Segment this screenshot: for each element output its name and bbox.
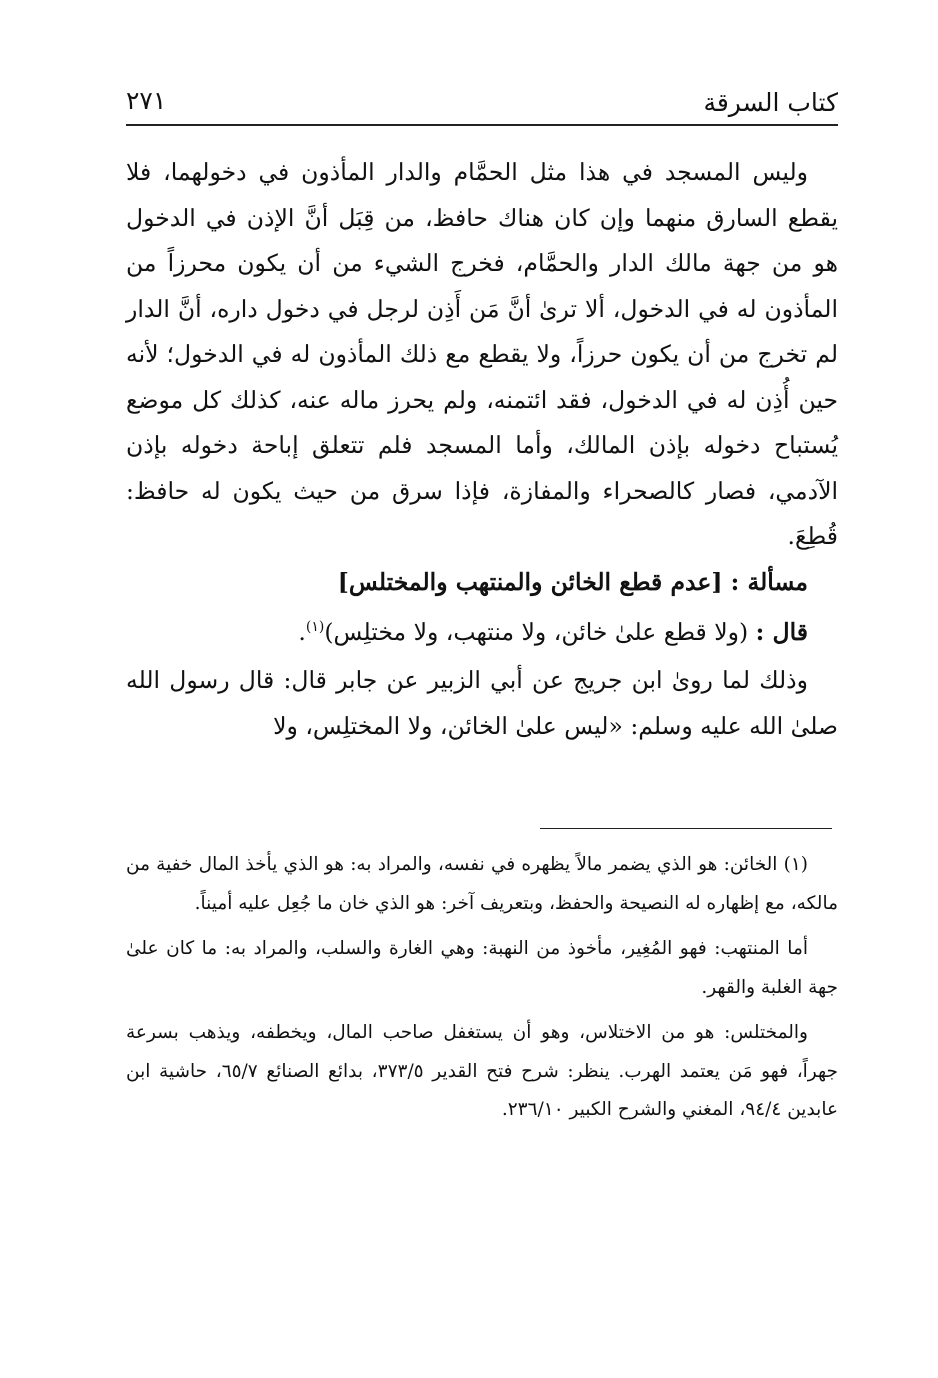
main-text	[126, 150, 838, 749]
page-number: ٢٧١	[126, 86, 167, 115]
footnote-separator	[540, 828, 832, 829]
footnotes	[126, 846, 838, 1137]
footnote-plunderer: أما المنتهب: فهو المُغِير، مأخوذ من النهبة: وهي الغارة والسلب، والمراد به: ما كان علىٰ جهة الغلبة والقهر.	[126, 938, 838, 998]
paragraph-mosque: وليس المسجد في هذا مثل الحمَّام والدار المأذون في دخولهما، فلا يقطع السارق منهما وإن كان هناك حافظ، من قِبَل أنَّ الإذن في الدخول هو من جهة مالك الدار والحمَّام، فخرج الشيء من أن يكون محرزاً من المأذون له في الدخول، ألا ترىٰ أنَّ مَن أَذِن لرجل في دخول داره، أنَّ الدار لم تخرج من أن يكون حرزاً، ولا يقطع مع ذلك المأذون له في الدخول؛ لأنه حين أُذِن له في الدخول، فقد ائتمنه، ولم يحرز ماله عنه، كذلك كل موضع يُستباح دخوله بإذن المالك، وأما المسجد فلم تتعلق إباحة دخوله بإذن الآدمي، فصار كالصحراء والمفازة، فإذا سرق من حيث يكون له حافظ: قُطِعَ.	[126, 158, 838, 550]
running-title: كتاب السرقة	[703, 88, 838, 117]
footnote-traitor: (١) الخائن: هو الذي يضمر مالاً يظهره في نفسه، والمراد به: هو الذي يأخذ المال خفية من مالكه، مع إظهاره له النصيحة والحفظ، وبتعريف آخر: هو الذي خان ما جُعِل عليه أميناً.	[126, 854, 838, 914]
issue-title: [عدم قطع الخائن والمنتهب والمختلس]	[337, 567, 723, 596]
issue-prefix: مسألة :	[730, 567, 808, 596]
quoted-saying: قال : (ولا قطع علىٰ خائن، ولا منتهب، ولا مختلِس)$^{(١)}$.	[298, 617, 808, 646]
page-header	[126, 84, 838, 126]
saying-label: قال :	[755, 617, 808, 646]
issue-heading	[126, 560, 838, 606]
footnote-snatcher: والمختلس: هو من الاختلاس، وهو أن يستغفل صاحب المال، ويخطفه، ويذهب بسرعة جهراً، فهو مَن يعتمد الهرب. ينظر: شرح فتح القدير ٣٧٣/٥، بدائع الصنائع ٦٥/٧، حاشية ابن عابدين ٩٤/٤، المغني والشرح الكبير ٢٣٦/١٠.	[126, 1022, 838, 1120]
footnote-marker: (١)	[305, 619, 325, 635]
paragraph-hadith: وذلك لما روىٰ ابن جريج عن أبي الزبير عن جابر قال: قال رسول الله صلىٰ الله عليه وسلم: «ليس علىٰ الخائن، ولا المختلِس، ولا	[126, 666, 838, 740]
saying-text: (ولا قطع علىٰ خائن، ولا منتهب، ولا مختلِس)	[324, 617, 749, 646]
